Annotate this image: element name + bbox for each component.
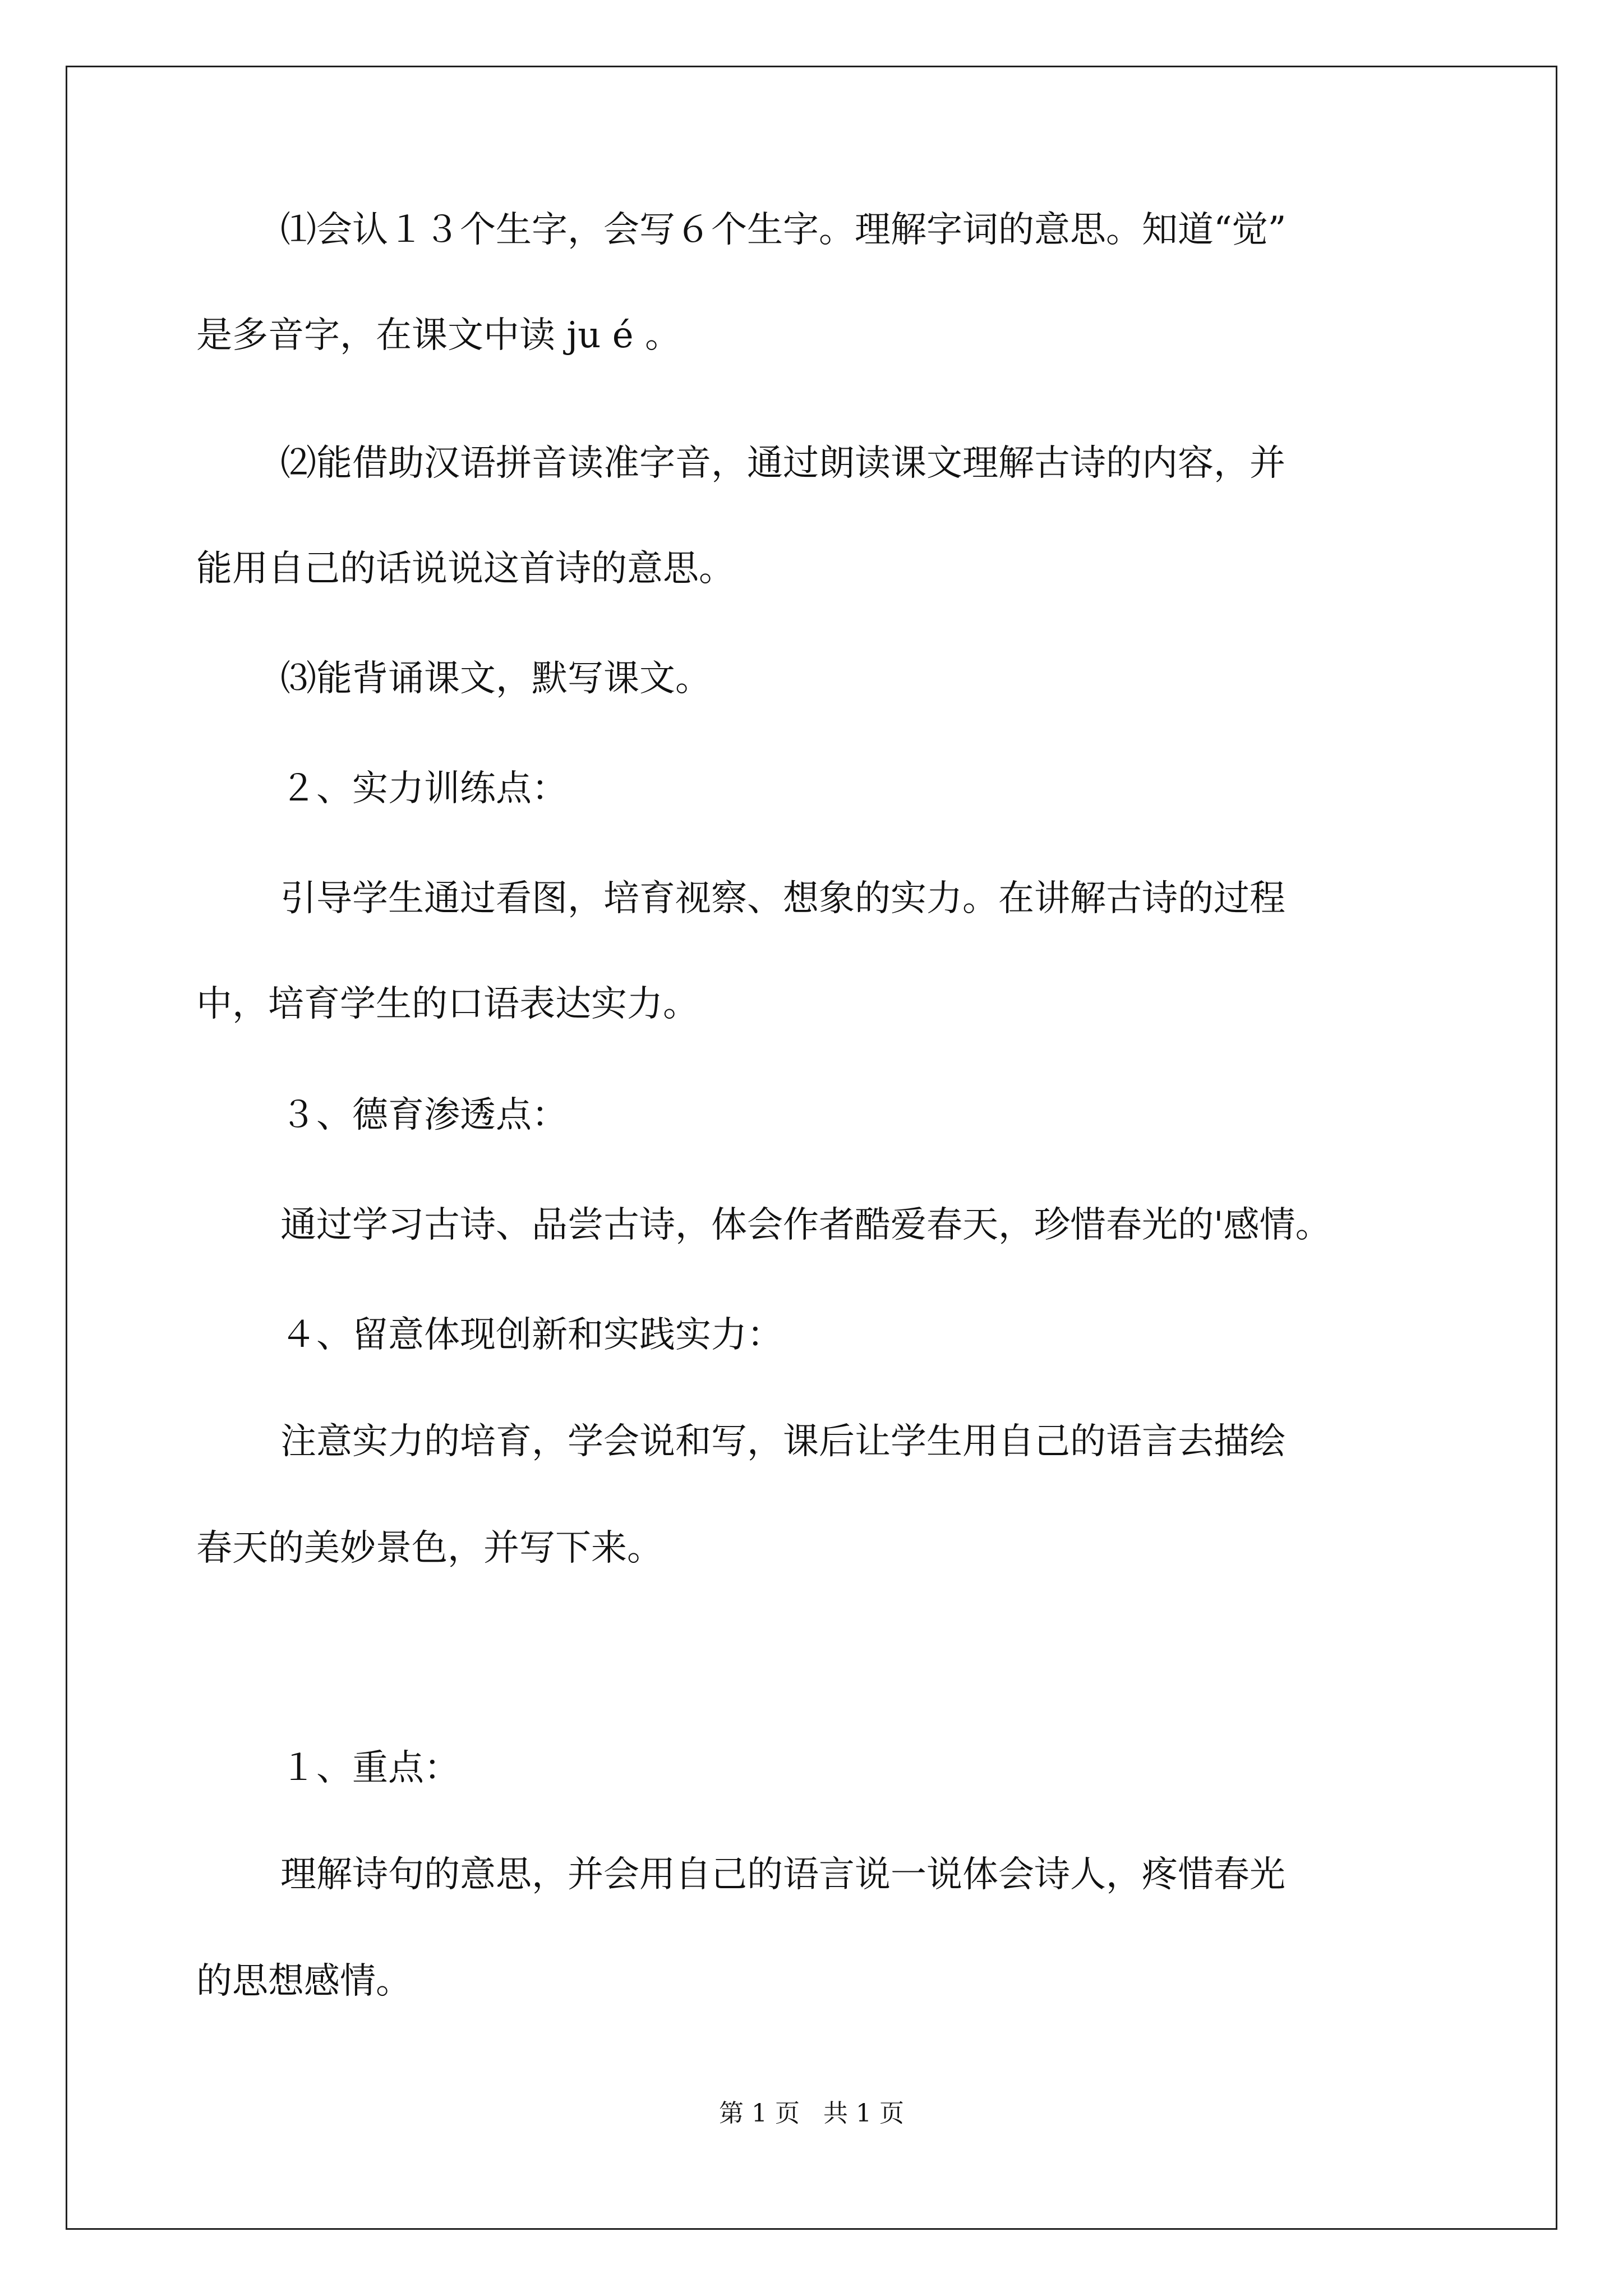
paragraph-line: 能用自己的话说说这首诗的意思。 (196, 548, 735, 590)
section-heading: １、重点： (280, 1747, 460, 1789)
paragraph-line: ⑴会认１３个生字，会写６个生字。理解字词的意思。知道“觉” (280, 209, 1287, 251)
paragraph-line: ⑶能背诵课文，默写课文。 (280, 658, 711, 700)
section-heading: ２、实力训练点： (280, 768, 568, 809)
paragraph-line: 通过学习古诗、品尝古诗，体会作者酷爱春天，珍惜春光的'感情。 (280, 1204, 1331, 1246)
paragraph-line: 是多音字，在课文中读 ju é 。 (196, 315, 681, 356)
paragraph-line: ⑵能借助汉语拼音读准字音，通过朗读课文理解古诗的内容，并 (280, 443, 1285, 484)
page-frame (66, 66, 1557, 2230)
paragraph-line: 引导学生通过看图，培育视察、想象的实力。在讲解古诗的过程 (280, 878, 1285, 919)
paragraph-line: 的思想感情。 (196, 1961, 412, 2002)
paragraph-line: 注意实力的培育，学会说和写，课后让学生用自己的语言去描绘 (280, 1421, 1285, 1462)
paragraph-line: 理解诗句的意思，并会用自己的语言说一说体会诗人，疼惜春光 (280, 1854, 1285, 1895)
page-footer: 第 1 页 共 1 页 (719, 2099, 904, 2128)
paragraph-line: 春天的美妙景色，并写下来。 (196, 1527, 663, 1569)
section-heading: ４、留意体现创新和实践实力： (280, 1314, 783, 1356)
section-heading: ３、德育渗透点： (280, 1094, 568, 1136)
paragraph-line: 中，培育学生的口语表达实力。 (196, 983, 699, 1025)
